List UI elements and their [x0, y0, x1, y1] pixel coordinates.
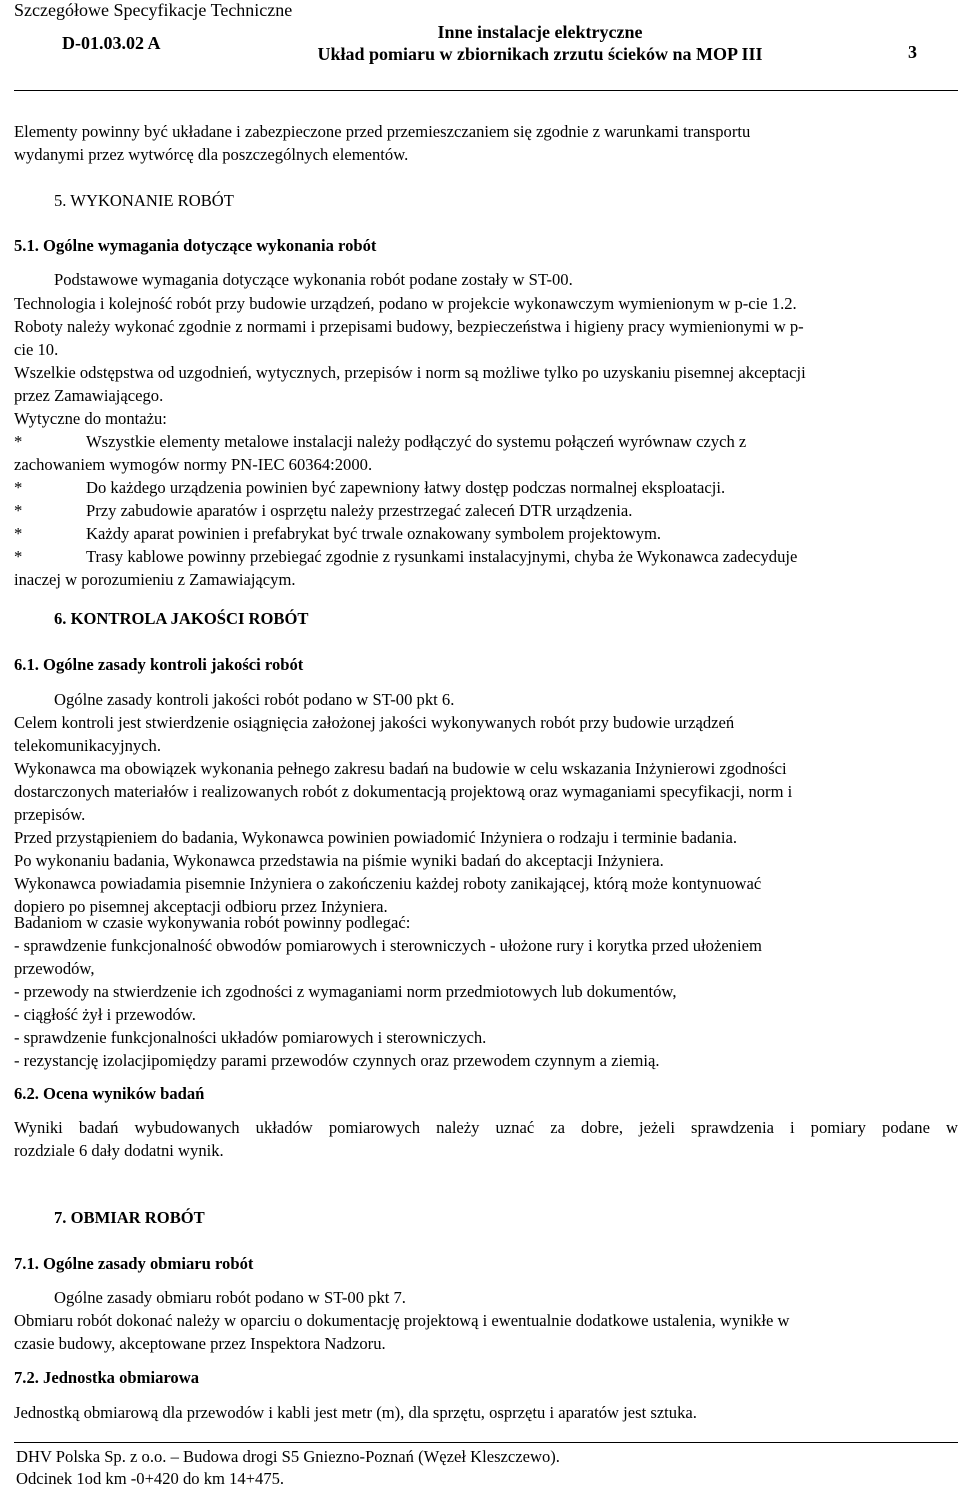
bullet-item: Trasy kablowe powinny przebiegać zgodnie z rysunkami instalacyjnymi, chyba że Wykonawca zadecyduje — [86, 547, 798, 566]
s6-paragraph: rozdziale 6 dały dodatni wynik. — [14, 1141, 224, 1160]
s6-paragraph: Przed przystąpieniem do badania, Wykonawca powinien powiadomić Inżyniera o rodzaju i terminie badania. — [14, 828, 738, 847]
section-6-heading: 6. KONTROLA JAKOŚCI ROBÓT — [54, 609, 309, 628]
s6-paragraph: przepisów. — [14, 805, 86, 824]
dash-item: - rezystancję izolacjipomiędzy parami przewodów czynnych oraz przewodem czynnym a ziemią. — [14, 1051, 660, 1070]
bullet-item: zachowaniem wymogów normy PN-IEC 60364:2000. — [14, 455, 373, 474]
intro-line-1: Elementy powinny być układane i zabezpieczone przed przemieszczaniem się zgodnie z warunkami transportu — [14, 122, 751, 141]
footer-line-2: Odcinek 1od km -0+420 do km 14+475. — [16, 1469, 285, 1488]
s6-paragraph: Celem kontroli jest stwierdzenie osiągnięcia założonej jakości wykonywanych robót przy budowie urządzeń — [14, 713, 735, 732]
s5-paragraph: cie 10. — [14, 340, 59, 359]
s6-paragraph: dostarczonych materiałów i realizowanych robót z dokumentacją projektową oraz wymaganiami specyfikacji, norm i — [14, 782, 793, 801]
s7-paragraph: Obmiaru robót dokonać należy w oparciu o dokumentację projektową i ewentualnie dodatkowe ustalenia, wynikłe w — [14, 1311, 790, 1330]
section-5-heading: 5. WYKONANIE ROBÓT — [54, 191, 234, 210]
dash-item: - ciągłość żył i przewodów. — [14, 1005, 196, 1024]
bullet-item: Do każdego urządzenia powinien być zapewniony łatwy dostęp podczas normalnej eksploatacji. — [86, 478, 726, 497]
header-title — [300, 21, 780, 65]
spec-title: Szczegółowe Specyfikacje Techniczne — [14, 0, 293, 20]
bullet-item: Wszystkie elementy metalowe instalacji należy podłączyć do systemu połączeń wyrównaw czych z — [86, 432, 747, 451]
page-footer — [14, 1442, 958, 1494]
header-divider — [14, 90, 958, 91]
section-5-1-heading: 5.1. Ogólne wymagania dotyczące wykonania robót — [14, 236, 377, 255]
s5-paragraph: Technologia i kolejność robót przy budowie urządzeń, podano w projekcie wykonawczym wymienionym w p-cie 1.2. — [14, 294, 797, 313]
header-line-2: Układ pomiaru w zbiornikach zrzutu ścieków na MOP III — [317, 44, 763, 64]
bullet-item: Każdy aparat powinien i prefabrykat być trwale oznakowany symbolem projektowym. — [86, 524, 662, 543]
intro-line-2: wydanymi przez wytwórcę dla poszczególnych elementów. — [14, 145, 409, 164]
dash-item: - sprawdzenie funkcjonalność obwodów pomiarowych i sterowniczych - ułożone rury i korytka przed ułożeniem — [14, 936, 762, 955]
s6-paragraph: Wykonawca powiadamia pisemnie Inżyniera o zakończeniu każdej roboty zanikającej, którą może kontynuować — [14, 874, 762, 893]
s6-paragraph: Wykonawca ma obowiązek wykonania pełnego zakresu badań na budowie w celu wskazania Inżynierowi zgodności — [14, 759, 787, 778]
section-7-2-heading: 7.2. Jednostka obmiarowa — [14, 1368, 200, 1387]
dash-item: - sprawdzenie funkcjonalności układów pomiarowych i sterowniczych. — [14, 1028, 487, 1047]
bullet-marker: * — [14, 524, 23, 543]
s6-paragraph: telekomunikacyjnych. — [14, 736, 161, 755]
s6-paragraph: Badaniom w czasie wykonywania robót powinny podlegać: — [14, 913, 411, 932]
bullet-marker: * — [14, 478, 23, 497]
s5-paragraph: przez Zamawiającego. — [14, 386, 164, 405]
document-code: D-01.03.02 A — [62, 33, 161, 53]
section-6-2-heading: 6.2. Ocena wyników badań — [14, 1084, 205, 1103]
bullet-marker: * — [14, 432, 23, 451]
s5-paragraph: Podstawowe wymagania dotyczące wykonania robót podane zostały w ST-00. — [54, 270, 573, 289]
dash-item: - przewody na stwierdzenie ich zgodności z wymaganiami norm przedmiotowych lub dokumentów, — [14, 982, 677, 1001]
header-line-1: Inne instalacje elektryczne — [437, 22, 643, 42]
s7-paragraph: Jednostką obmiarową dla przewodów i kabli jest metr (m), dla sprzętu, osprzętu i aparatów jest sztuka. — [14, 1403, 697, 1422]
section-6-1-heading: 6.1. Ogólne zasady kontroli jakości robót — [14, 655, 304, 674]
s7-paragraph: Ogólne zasady obmiaru robót podano w ST-00 pkt 7. — [54, 1288, 406, 1307]
s6-paragraph: dopiero po pisemnej akceptacji odbioru przez Inżyniera. — [14, 897, 388, 916]
s5-paragraph: Roboty należy wykonać zgodnie z normami i przepisami budowy, bezpieczeństwa i higieny pracy wymienionymi w p- — [14, 317, 804, 336]
s6-paragraph: Ogólne zasady kontroli jakości robót podano w ST-00 pkt 6. — [54, 690, 455, 709]
bullet-marker: * — [14, 501, 23, 520]
section-7-1-heading: 7.1. Ogólne zasady obmiaru robót — [14, 1254, 254, 1273]
bullet-item: inaczej w porozumieniu z Zamawiającym. — [14, 570, 296, 589]
s6-paragraph: Po wykonaniu badania, Wykonawca przedstawia na piśmie wyniki badań do akceptacji Inżyniera. — [14, 851, 664, 870]
dash-item: przewodów, — [14, 959, 95, 978]
section-7-heading: 7. OBMIAR ROBÓT — [54, 1208, 205, 1227]
footer-line-1: DHV Polska Sp. z o.o. – Budowa drogi S5 Gniezno-Poznań (Węzeł Kleszczewo). — [16, 1447, 560, 1466]
s5-paragraph: Wytyczne do montażu: — [14, 409, 167, 428]
bullet-item: Przy zabudowie aparatów i osprzętu należy przestrzegać zaleceń DTR urządzenia. — [86, 501, 633, 520]
page-number: 3 — [908, 42, 917, 62]
s7-paragraph: czasie budowy, akceptowane przez Inspektora Nadzoru. — [14, 1334, 386, 1353]
s6-paragraph: Wyniki badań wybudowanych układów pomiarowych należy uznać za dobre, jeżeli sprawdzenia i pomiary podane w — [14, 1118, 958, 1137]
s5-paragraph: Wszelkie odstępstwa od uzgodnień, wytycznych, przepisów i norm są możliwe tylko po uzyskaniu pisemnej akceptacji — [14, 363, 806, 382]
bullet-marker: * — [14, 547, 23, 566]
